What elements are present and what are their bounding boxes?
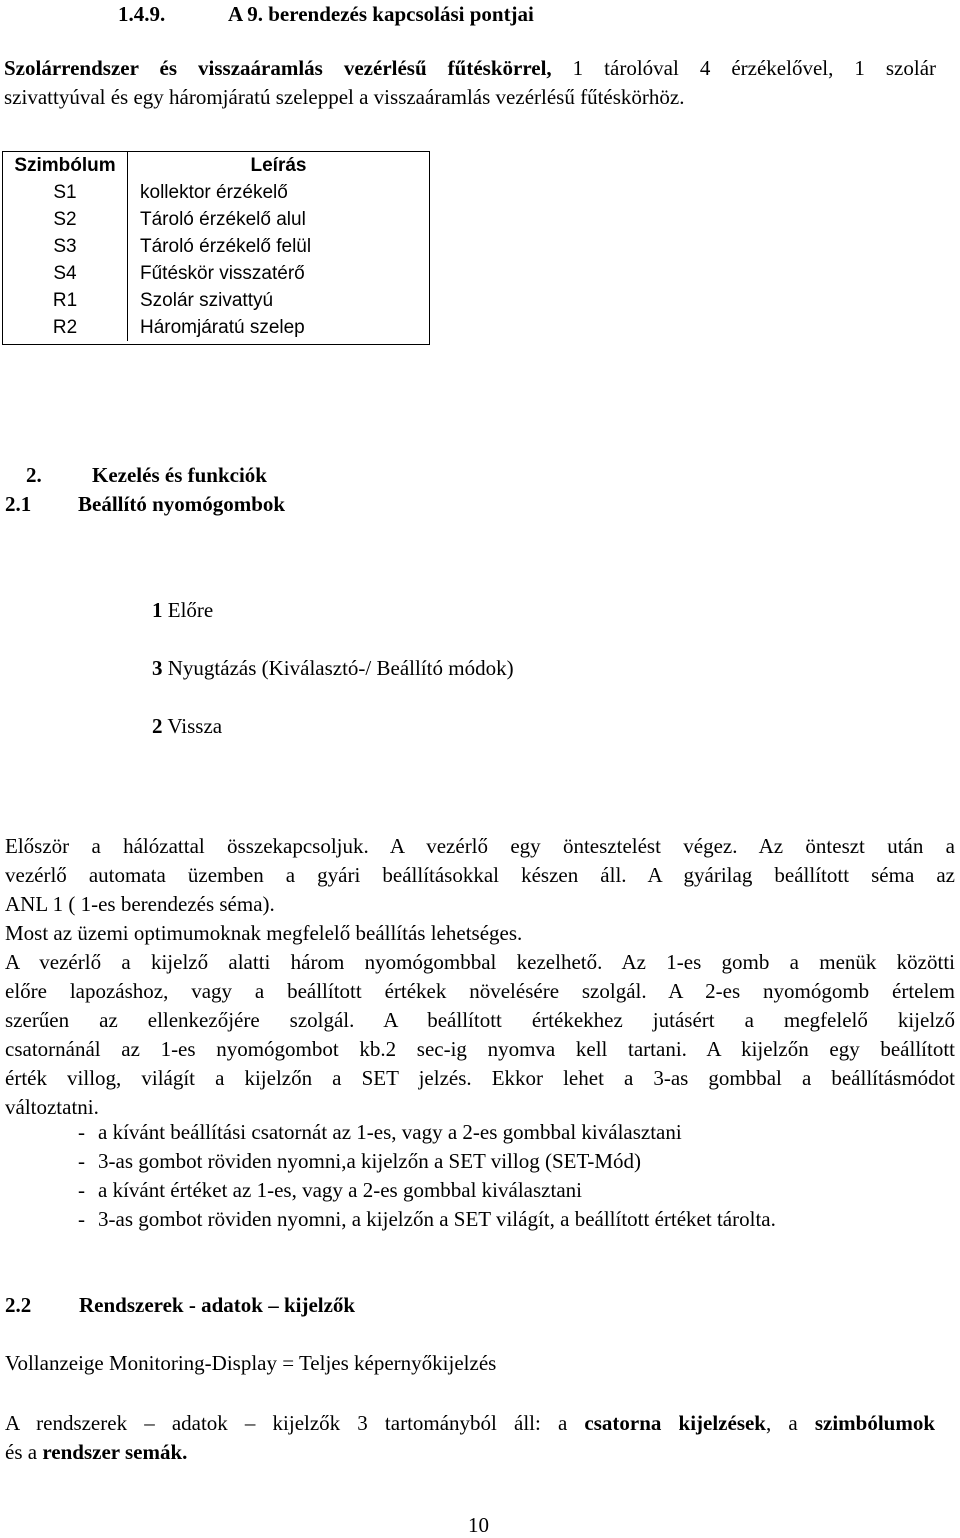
closing-line-1 [5,1409,935,1438]
bullet-dash: - [78,1120,85,1144]
closing-bold-channel: csatorna kijelzések [584,1411,766,1435]
table-cell-symbol: S3 [3,233,128,260]
body-line: ANL 1 ( 1-es berendezés séma). [5,892,275,916]
table-header-row [3,152,429,179]
intro-bold: Szolárrendszer és visszaáramlás vezérlésű fűtéskörrel, [4,56,552,80]
closing-paragraph [5,1409,935,1467]
intro-line-1 [4,54,936,83]
section-2-title: Kezelés és funkciók [92,463,267,487]
table-cell-symbol: S2 [3,206,128,233]
button-key: 1 [152,598,163,622]
list-item-text: 3-as gombot röviden nyomni, a kijelzőn a SET világít, a beállított értéket tárolta. [98,1207,776,1231]
body-line: előre lapozáshoz, vagy a beállított értékek növelésére szolgál. A 2-es nyomógomb értelem [5,979,955,1003]
table-cell-symbol: R1 [3,287,128,314]
body-line: érték villog, világít a kijelzőn a SET jelzés. Ekkor lehet a 3-as gombbal a beállításmódot [5,1066,955,1090]
table-row [3,314,429,341]
section-2-1-number: 2.1 [5,492,32,516]
button-desc-back [152,714,222,739]
section-title: A 9. berendezés kapcsolási pontjai [228,2,534,26]
display-definition: Vollanzeige Monitoring-Display = Teljes képernyőkijelzés [5,1351,497,1375]
table-cell-symbol: S1 [3,179,128,206]
table-cell-description: Háromjáratú szelep [140,316,305,338]
button-desc-confirm [152,656,514,681]
table-cell-symbol: R2 [3,314,128,341]
closing-text: , a [766,1411,815,1435]
closing-text: A rendszerek – adatok – kijelzők 3 tartományból áll: a [5,1411,585,1435]
page-number: 10 [468,1513,489,1537]
table-row [3,260,429,287]
section-2-2-heading [5,1293,355,1318]
symbol-table [2,151,430,345]
body-line: Először a hálózattal összekapcsoljuk. A vezérlő egy öntesztelést végez. Az önteszt után a [5,834,955,858]
table-row [3,179,429,206]
body-line: A vezérlő a kijelző alatti három nyomógombbal kezelhető. Az 1-es gomb a menük közötti [5,950,955,974]
section-2-2-number: 2.2 [5,1293,32,1317]
section-2-heading [26,463,267,488]
bullet-dash: - [78,1149,85,1173]
list-item [78,1178,582,1203]
list-item [78,1120,682,1145]
body-line: változtatni. [5,1095,99,1119]
list-item [78,1207,776,1232]
list-item-text: a kívánt értéket az 1-es, vagy a 2-es gombbal kiválasztani [98,1178,582,1202]
button-label: Vissza [162,714,223,738]
section-number: 1.4.9. [118,2,166,26]
table-row [3,233,429,260]
list-item-text: a kívánt beállítási csatornát az 1-es, vagy a 2-es gombbal kiválasztani [98,1120,682,1144]
closing-line-2 [5,1438,935,1467]
body-line: csatornánál az 1-es nyomógombot kb.2 sec-ig nyomva kell tartani. A kijelzőn egy beállított [5,1037,955,1061]
body-line: Most az üzemi optimumoknak megfelelő beállítás lehetséges. [5,921,523,945]
table-header-symbol: Szimbólum [3,152,128,179]
button-label: Nyugtázás (Kiválasztó-/ Beállító módok) [162,656,514,680]
section-2-1-heading [5,492,285,517]
section-2-number: 2. [26,463,42,487]
table-cell-description: Szolár szivattyú [140,289,274,311]
button-key: 3 [152,656,163,680]
table-cell-description: Tároló érzékelő alul [140,208,306,230]
body-paragraph [5,832,955,1122]
button-desc-forward [152,598,213,623]
table-cell-description: kollektor érzékelő [140,181,288,203]
closing-bold-symbols: szimbólumok [814,1411,936,1435]
intro-line-2: szivattyúval és egy háromjáratú szeleppel a visszaáramlás vezérlésű fűtéskörhöz. [4,85,685,109]
button-key: 2 [152,714,163,738]
table-cell-description: Tároló érzékelő felül [140,235,312,257]
table-header-description: Leírás [250,154,307,176]
intro-paragraph [4,54,936,112]
body-line: szerűen az ellenkezőjére szolgál. A beállított értékekhez jutásért a megfelelő kijelző [5,1008,955,1032]
table-cell-description: Fűtéskör visszatérő [140,262,305,284]
list-item [78,1149,641,1174]
table-row [3,287,429,314]
bullet-dash: - [78,1178,85,1202]
section-2-2-title: Rendszerek - adatok – kijelzők [79,1293,356,1317]
table-row [3,206,429,233]
body-line: vezérlő automata üzemben a gyári beállításokkal készen áll. A gyárilag beállított séma az [5,863,955,887]
table-cell-symbol: S4 [3,260,128,287]
closing-bold-schemes: rendszer semák. [42,1440,188,1464]
section-heading [118,2,534,27]
section-2-1-title: Beállító nyomógombok [78,492,286,516]
closing-text: és a [5,1440,43,1464]
bullet-dash: - [78,1207,85,1231]
button-label: Előre [162,598,214,622]
intro-rest: 1 tárolóval 4 érzékelővel, 1 szolár [551,56,937,80]
list-item-text: 3-as gombot röviden nyomni,a kijelzőn a SET villog (SET-Mód) [98,1149,642,1173]
